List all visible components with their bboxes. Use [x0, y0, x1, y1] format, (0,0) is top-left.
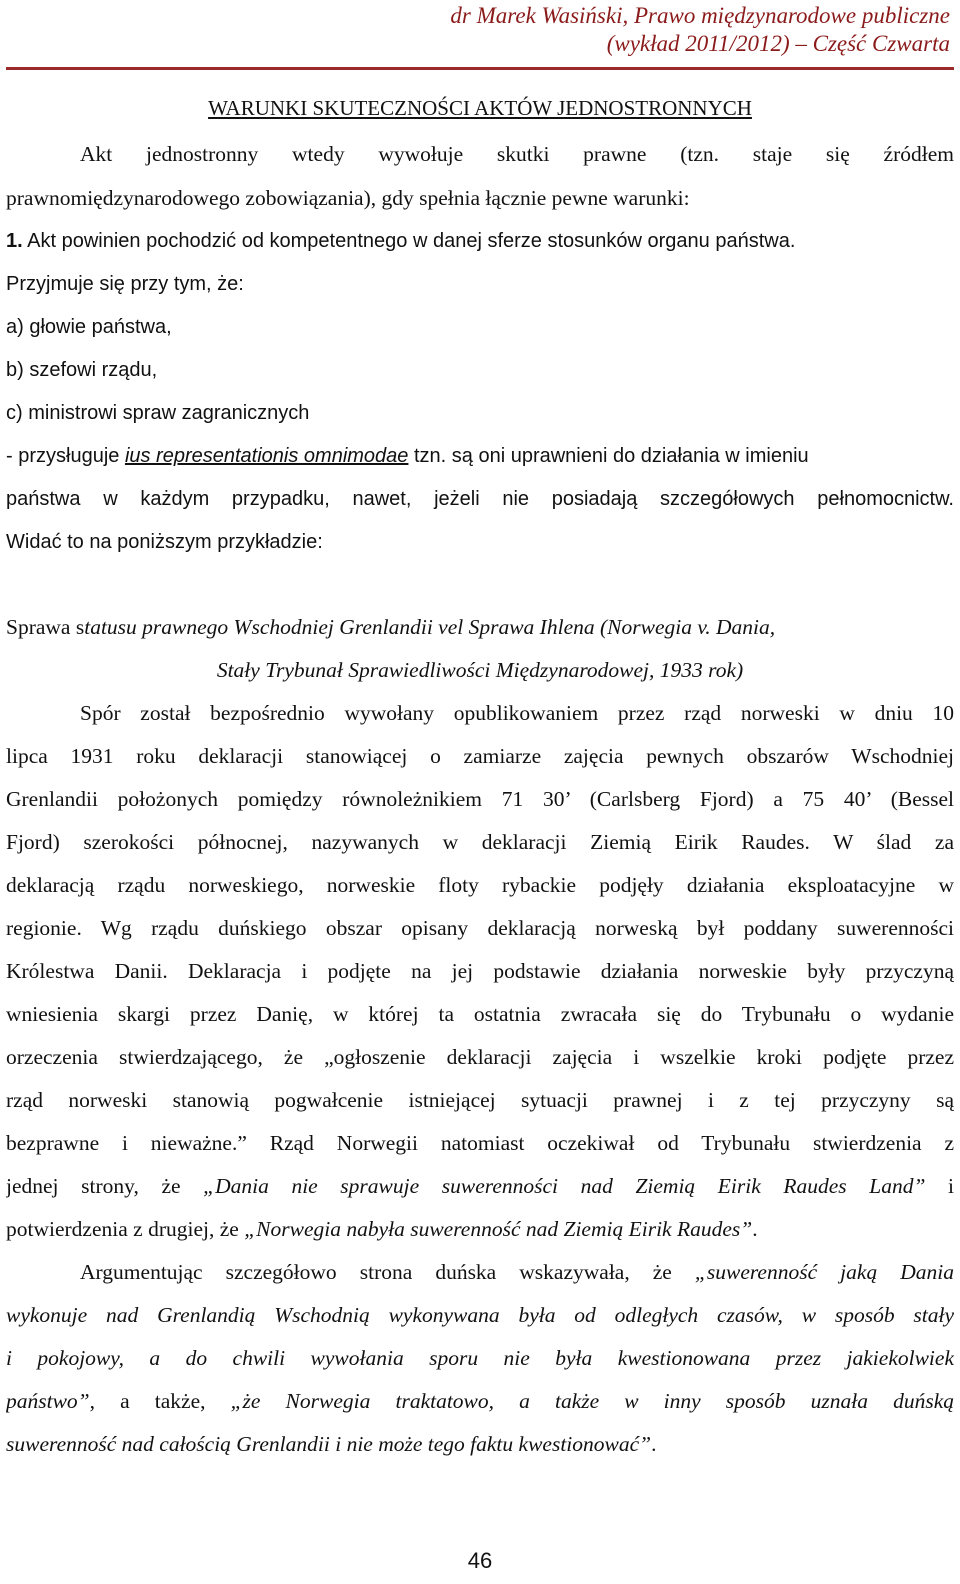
latin-term: ius representationis omnimodae — [124, 445, 409, 467]
text-span: . — [651, 1432, 657, 1456]
condition-1-line-7: państwa w każdym przypadku, nawet, jeżeli nie posiadają szczegółowych pełnomocnictw. — [6, 488, 954, 510]
section-title: WARUNKI SKUTECZNOŚCI AKTÓW JEDNOSTRONNYCH — [208, 96, 752, 120]
paragraph-1-line: lipca 1931 roku deklaracji stanowiącej o zamiarze zajęcia pewnych obszarów Wschodniej — [6, 744, 954, 768]
header-line-1: dr Marek Wasiński, Prawo międzynarodowe publiczne — [450, 3, 950, 28]
intro-line-1: Akt jednostronny wtedy wywołuje skutki prawne (tzn. staje się źródłem — [80, 142, 954, 166]
text-span: Argumentując szczegółowo strona duńska wskazywała, że — [80, 1260, 695, 1284]
text-span: państwo” — [6, 1389, 90, 1413]
text-span: „Norwegia nabyła suwerenność nad Ziemią Eirik Raudes” — [244, 1217, 753, 1241]
text-span: „suwerenność jaką Dania — [694, 1260, 954, 1284]
text-span: suwerenność nad całością Grenlandii i nie może tego faktu kwestionować” — [6, 1432, 652, 1456]
case-title-1 — [6, 612, 954, 642]
paragraph-1-line: Fjord) szerokości północnej, nazywanych w deklaracji Ziemią Eirik Raudes. W ślad za — [6, 830, 954, 854]
text-span: potwierdzenia z drugiej, że — [6, 1217, 245, 1241]
paragraph-1-line: wniesienia skargi przez Danię, w której ta ostatnia zwracała się do Trybunału o wydanie — [6, 1002, 954, 1026]
text-span: „że Norwegia traktatowo, a także w inny sposób uznała duńską — [230, 1389, 954, 1413]
text-span: tzn. są oni uprawnieni do działania w imieniu — [408, 445, 809, 467]
condition-number: 1. — [6, 230, 23, 252]
paragraph-1-line: regionie. Wg rządu duńskiego obszar opisany deklaracją norweską był poddany suwerenności — [6, 916, 954, 940]
text-span: Sprawa s — [6, 615, 85, 639]
condition-1-line-2: Przyjmuje się przy tym, że: — [6, 273, 244, 295]
paragraph-1-line: Królestwa Danii. Deklaracja i podjęte na jej podstawie działania norweskie były przyczyną — [6, 959, 954, 983]
header-line-2: (wykład 2011/2012) – Część Czwarta — [606, 31, 950, 56]
page-number: 46 — [467, 1548, 493, 1573]
paragraph-1-line: Grenlandii położonych pomiędzy równoleżnikiem 71 30’ (Carlsberg Fjord) a 75 40’ (Bessel — [6, 787, 954, 811]
condition-1 — [6, 226, 954, 256]
text-span: „Dania nie sprawuje suwerenności nad Ziemią Eirik Raudes Land” — [203, 1174, 926, 1198]
condition-1-line-8: Widać to na poniższym przykładzie: — [6, 531, 323, 553]
paragraph-1-line-12 — [6, 1171, 954, 1201]
text-span: . — [752, 1217, 758, 1241]
text-span: jednej strony, że — [6, 1174, 204, 1198]
condition-text: Akt powinien pochodzić od kompetentnego w danej sferze stosunków organu państwa. — [22, 230, 796, 252]
header-rule — [6, 67, 954, 70]
list-item-a: a) głowie państwa, — [6, 316, 172, 338]
intro-line-2: prawnomiędzynarodowego zobowiązania), gdy spełnia łącznie pewne warunki: — [6, 186, 690, 210]
paragraph-1-line-13 — [6, 1214, 954, 1244]
list-item-b: b) szefowi rządu, — [6, 359, 158, 381]
text-span: i — [925, 1174, 954, 1198]
paragraph-1-line: bezprawne i nieważne.” Rząd Norwegii natomiast oczekiwał od Trybunału stwierdzenia z — [6, 1131, 954, 1155]
condition-1-line-6 — [6, 441, 954, 471]
paragraph-1-line: rząd norweski stanowią pogwałcenie istniejącej sytuacji prawnej i z tej przyczyny są — [6, 1088, 954, 1112]
paragraph-1-line: orzeczenia stwierdzającego, że „ogłoszenie deklaracji zajęcia i wszelkie kroki podjęte przez — [6, 1045, 954, 1069]
case-title-2: Stały Trybunał Sprawiedliwości Międzynarodowej, 1933 rok) — [216, 658, 744, 682]
paragraph-1-line: Spór został bezpośrednio wywołany opublikowaniem przez rząd norweski w dniu 10 — [80, 701, 954, 725]
text-span: , a także, — [89, 1389, 231, 1413]
paragraph-1-line: deklaracją rządu norweskiego, norweskie floty rybackie podjęły działania eksploatacyjne w — [6, 873, 954, 897]
paragraph-2-line-1 — [80, 1257, 954, 1287]
list-item-c: c) ministrowi spraw zagranicznych — [6, 402, 310, 424]
paragraph-2-line-2: wykonuje nad Grenlandią Wschodnią wykonywana była od odległych czasów, w sposób stały — [6, 1303, 954, 1327]
paragraph-2-line-5 — [6, 1429, 954, 1459]
paragraph-2-line-4 — [6, 1386, 954, 1416]
text-span: - przysługuje — [6, 445, 125, 467]
paragraph-2-line-3: i pokojowy, a do chwili wywołania sporu nie była kwestionowana przez jakiekolwiek — [6, 1346, 954, 1370]
text-span: tatusu prawnego Wschodniej Grenlandii vel Sprawa Ihlena (Norwegia v. Dania, — [84, 615, 776, 639]
